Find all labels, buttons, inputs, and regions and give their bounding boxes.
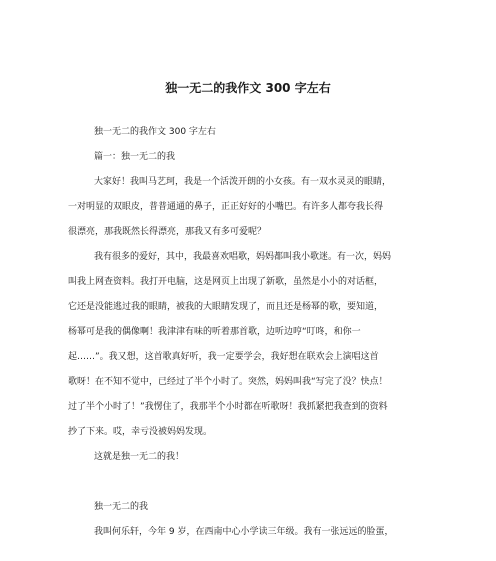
paragraph-line: 抄了下来。哎，幸亏没被妈妈发现。 xyxy=(68,427,213,437)
paragraph-line: 杨幂可是我的偶像啊！我津津有味的听着那首歌，边听边哼“叮咚，和你一 xyxy=(68,327,361,337)
paragraph-line: 我叫何乐轩，今年 9 岁，在西南中心小学读三年级。我有一张远远的脸蛋， xyxy=(94,527,394,537)
paragraph-line: 大家好！我叫马艺珂，我是一个活泼开朗的小女孩。有一双水灵灵的眼睛， xyxy=(94,177,392,187)
paragraph-line: 起……”。我又想，这首歌真好听，我一定要学会，我好想在联欢会上演唱这首 xyxy=(68,352,379,362)
section-heading: 独一无二的我 xyxy=(94,502,149,512)
paragraph-line: 一对明显的双眼皮，普普通通的鼻子，正正好好的小嘴巴。有许多人都夸我长得 xyxy=(68,202,384,212)
document-title: 独一无二的我作文 300 字左右 xyxy=(165,81,331,95)
subtitle-line: 独一无二的我作文 300 字左右 xyxy=(94,127,216,137)
section-heading: 篇一：独一无二的我 xyxy=(94,152,176,162)
paragraph-line: 叫我上网查资料。我打开电脑，这是网页上出现了新歌，虽然是小小的对话框， xyxy=(68,277,384,287)
paragraph-line: 很漂亮，那我既然长得漂亮，那我又有多可爱呢？ xyxy=(68,227,267,237)
paragraph-line: 我有很多的爱好，其中，我最喜欢唱歌，妈妈都叫我小歌迷。有一次，妈妈 xyxy=(94,252,392,262)
document-body xyxy=(68,120,428,545)
closing-line: 这就是独一无二的我！ xyxy=(94,452,185,462)
paragraph-line: 它还是没能逃过我的眼睛，被我的大眼睛发现了，而且还是杨幂的歌，要知道， xyxy=(68,302,384,312)
paragraph-line: 歌呀！在不知不觉中，已经过了半个小时了。突然，妈妈叫我“写完了没？快点！ xyxy=(68,377,388,387)
paragraph-line: 过了半个小时了！”我愣住了，我那半个小时都在听歌呀！我抓紧把我查到的资料 xyxy=(68,402,388,412)
blank-gap xyxy=(68,470,428,495)
